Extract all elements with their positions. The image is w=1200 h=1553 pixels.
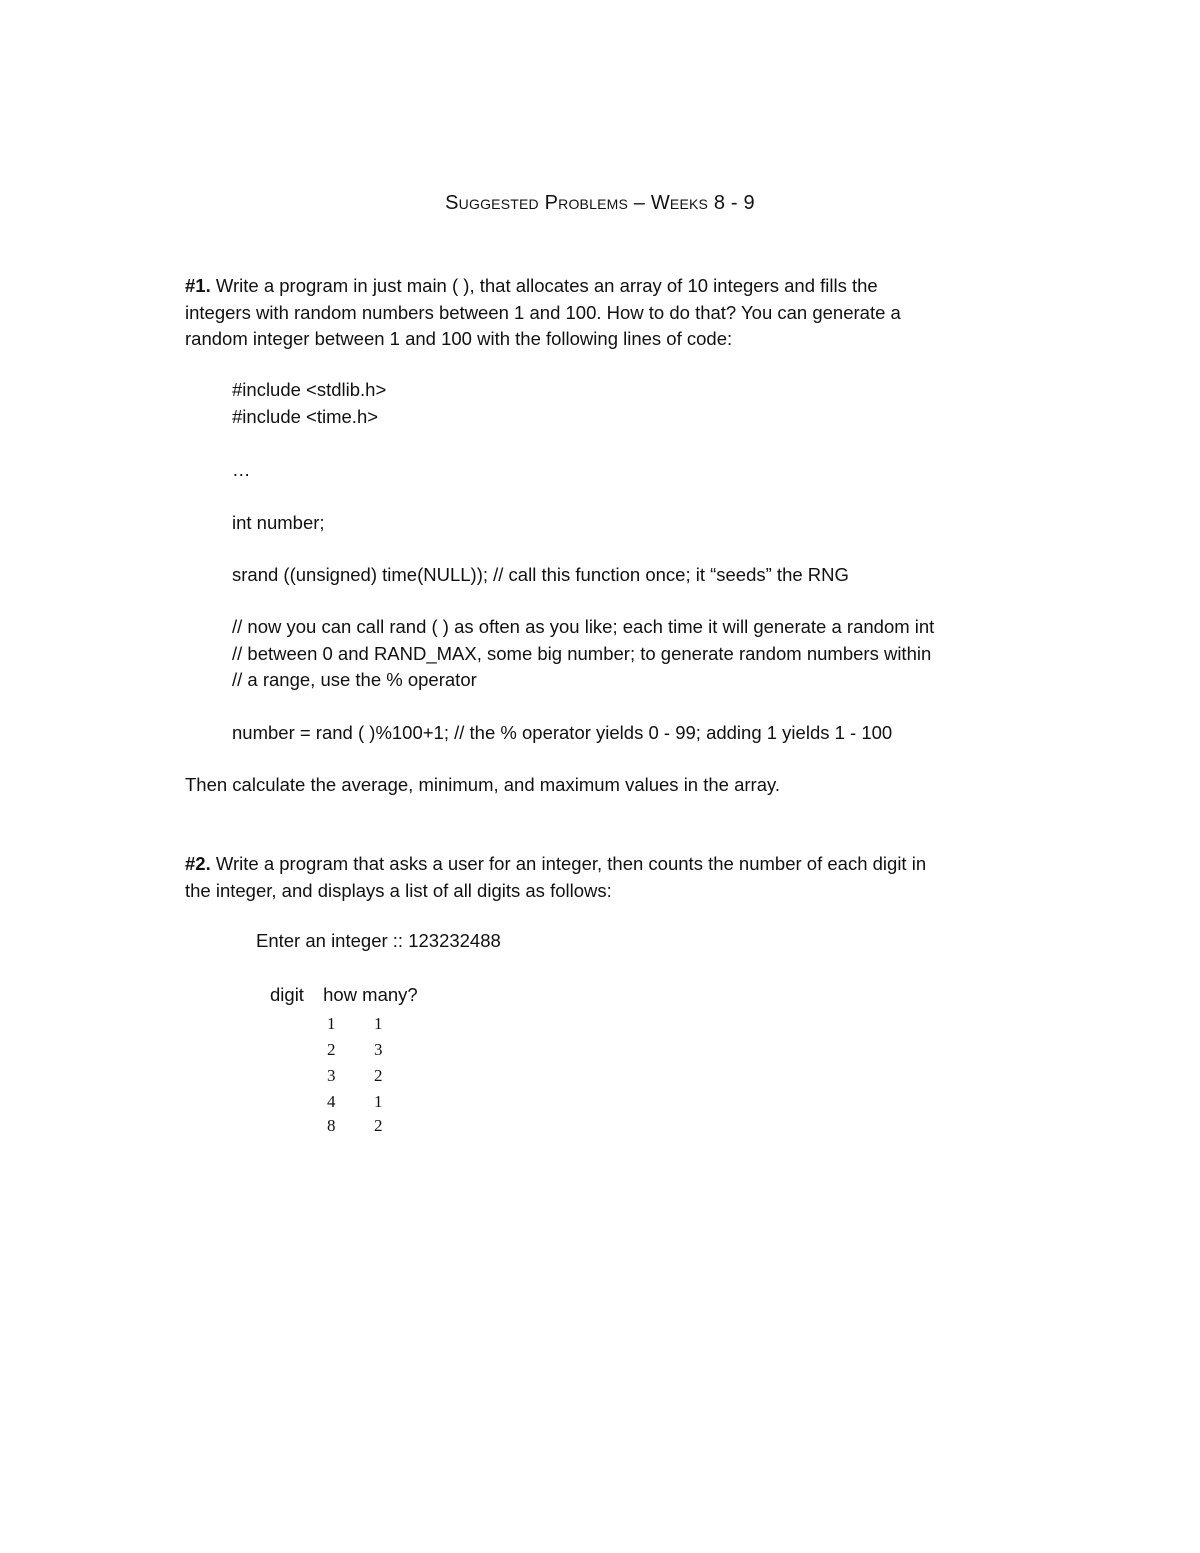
row-count: 3 [374,1040,383,1059]
row-digit: 1 [327,1014,336,1033]
problem-2-line-1 [185,851,1025,878]
code-ellipsis: … [232,459,251,480]
code-assign: number = rand ( )%100+1; // the % operator yields 0 - 99; adding 1 yields 1 - 100 [232,722,893,743]
digit-table-header [270,984,418,1006]
row-count: 1 [374,1092,383,1111]
problem-1-number: #1. [185,275,211,296]
code-comment-block [232,614,934,694]
problem-2-line-2: the integer, and displays a list of all digits as follows: [185,879,612,901]
code-includes [232,377,386,430]
code-comment-1: // now you can call rand ( ) as often as you like; each time it will generate a random int [232,616,935,637]
row-count: 2 [374,1066,383,1085]
problem-1-line-3: random integer between 1 and 100 with the following lines of code: [185,328,733,349]
problem-1-intro [185,273,1025,353]
row-digit: 2 [327,1040,336,1059]
code-include-stdlib: #include <stdlib.h> [232,379,387,400]
header-how-many: how many? [323,984,418,1005]
sample-prompt: Enter an integer :: 123232488 [256,930,501,951]
problem-1-line-1 [185,273,1025,300]
code-srand: srand ((unsigned) time(NULL)); // call this function once; it “seeds” the RNG [232,564,849,585]
page-title: Suggested Problems – Weeks 8 - 9 [445,192,755,214]
code-include-time: #include <time.h> [232,405,379,427]
code-declaration: int number; [232,512,325,533]
code-comment-3: // a range, use the % operator [232,669,477,690]
row-count: 2 [374,1116,383,1135]
problem-1-line-2: integers with random numbers between 1 and 100. How to do that? You can generate a [185,301,901,323]
code-comment-2: // between 0 and RAND_MAX, some big number; to generate random numbers within [232,642,932,664]
row-digit: 4 [327,1092,336,1111]
problem-1-closing: Then calculate the average, minimum, and maximum values in the array. [185,774,781,795]
row-digit: 3 [327,1066,336,1085]
problem-2-intro [185,851,1025,904]
problem-2-text-1: Write a program that asks a user for an integer, then counts the number of each digit in [210,853,927,874]
header-digit: digit [270,984,304,1005]
row-digit: 8 [327,1116,336,1135]
problem-1-text-1: Write a program in just main ( ), that allocates an array of 10 integers and fills the [210,275,878,296]
problem-2-number: #2. [185,853,211,874]
row-count: 1 [374,1014,383,1033]
